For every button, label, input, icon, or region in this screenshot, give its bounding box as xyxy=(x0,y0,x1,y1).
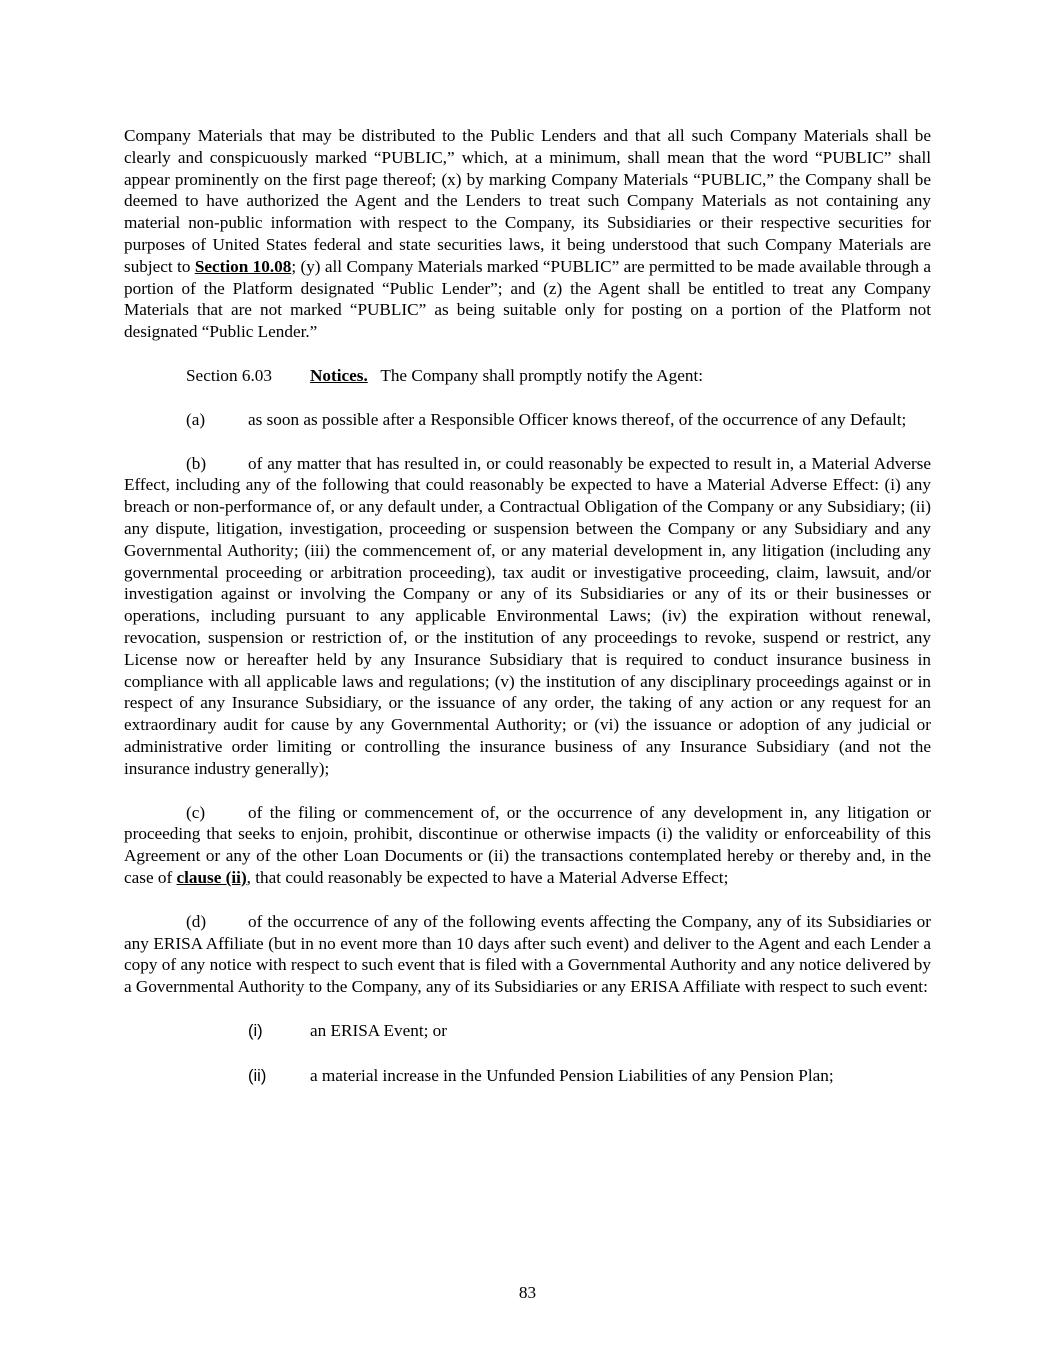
page-number: 83 xyxy=(518,1283,537,1302)
section-lead-text: The Company shall promptly notify the Agent: xyxy=(380,365,704,385)
clause-b-label: (b) xyxy=(186,453,207,473)
clause-a xyxy=(124,409,931,431)
section-heading-line xyxy=(124,365,931,387)
clause-c-label: (c) xyxy=(186,802,206,822)
intro-text-2: ; (y) all Company Materials marked “PUBLIC” are permitted to be made available through a portion of the Platform designated “Public Lender”; and (z) the Agent shall be entitled to treat any Company Materials that are not marked “PUBLIC” as being suitable only for posting on a portion of the Platform not designated “Public Lender.” xyxy=(124,256,931,342)
clause-c xyxy=(124,802,931,889)
sub-item-ii xyxy=(124,1065,931,1088)
sub-item-i-text: an ERISA Event; or xyxy=(310,1020,448,1040)
clause-c-text-2: , that could reasonably be expected to have a Material Adverse Effect; xyxy=(246,867,729,887)
intro-text-1: Company Materials that may be distributed to the Public Lenders and that all such Company Materials shall be clearly and conspicuously marked “PUBLIC,” which, at a minimum, shall mean that the word “PUBLIC” shall appear prominently on the first page thereof; (x) by marking Company Materials “PUBLIC,” the Company shall be deemed to have authorized the Agent and the Lenders to treat such Company Materials as not containing any material non-public information with respect to the Company, its Subsidiaries or their respective securities for purposes of United States federal and state securities laws, it being understood that such Company Materials are subject to xyxy=(124,126,931,276)
clause-d-label: (d) xyxy=(186,911,207,931)
document-body xyxy=(124,125,931,1087)
clause-b xyxy=(124,453,931,780)
paragraph-intro xyxy=(124,125,931,343)
section-reference: Section 10.08 xyxy=(194,256,292,276)
sub-item-ii-text: a material increase in the Unfunded Pension Liabilities of any Pension Plan; xyxy=(310,1065,834,1085)
clause-b-text: of any matter that has resulted in, or could reasonably be expected to result in, a Material Adverse Effect, including any of the following that could reasonably be expected to have a Material Adverse Effect: (i) any breach or non-performance of, or any default under, a Contractual Obligation of the Company or any Subsidiary; (ii) any dispute, litigation, investigation, proceeding or suspension between the Company or any Subsidiary and any Governmental Authority; (iii) the commencement of, or any material development in, any litigation (including any governmental proceeding or arbitration proceeding), tax audit or investigative proceeding, claim, lawsuit, and/or investigation against or involving the Company or any of its Subsidiaries or any of its or their businesses or operations, including pursuant to any applicable Environmental Laws; (iv) the expiration without renewal, revocation, suspension or restriction of, or the institution of any proceedings to revoke, suspend or restrict, any License now or hereafter held by any Insurance Subsidiary that is required to conduct insurance business in compliance with all applicable laws and regulations; (v) the institution of any disciplinary proceedings against or in respect of any Insurance Subsidiary, or the issuance of any order, the taking of any action or any request for an extraordinary audit for cause by any Governmental Authority; or (vi) the issuance or adoption of any judicial or administrative order limiting or controlling the insurance business of any Insurance Subsidiary (and not the insurance industry generally); xyxy=(124,453,931,778)
sub-item-i xyxy=(124,1020,931,1043)
clause-reference: clause (ii) xyxy=(176,867,247,887)
clause-d xyxy=(124,911,931,998)
sub-item-i-label: (i) xyxy=(248,1021,263,1040)
sub-item-ii-label: (ii) xyxy=(248,1066,267,1085)
clause-a-text: as soon as possible after a Responsible Officer knows thereof, of the occurrence of any Default; xyxy=(248,409,907,429)
clause-d-text: of the occurrence of any of the following events affecting the Company, any of its Subsidiaries or any ERISA Affiliate (but in no event more than 10 days after such event) and deliver to the Agent and each Lender a copy of any notice with respect to such event that is filed with a Governmental Authority and any notice delivered by a Governmental Authority to the Company, any of its Subsidiaries or any ERISA Affiliate with respect to such event: xyxy=(124,911,931,997)
clause-c-text-1: of the filing or commencement of, or the occurrence of any development in, any litigation or proceeding that seeks to enjoin, prohibit, discontinue or otherwise impacts (i) the validity or enforceability of this Agreement or any of the other Loan Documents or (ii) the transactions contemplated hereby or thereby and, in the case of xyxy=(124,802,931,887)
section-title: Notices. xyxy=(310,365,368,385)
section-number: Section 6.03 xyxy=(186,365,272,385)
clause-a-label: (a) xyxy=(186,409,206,429)
